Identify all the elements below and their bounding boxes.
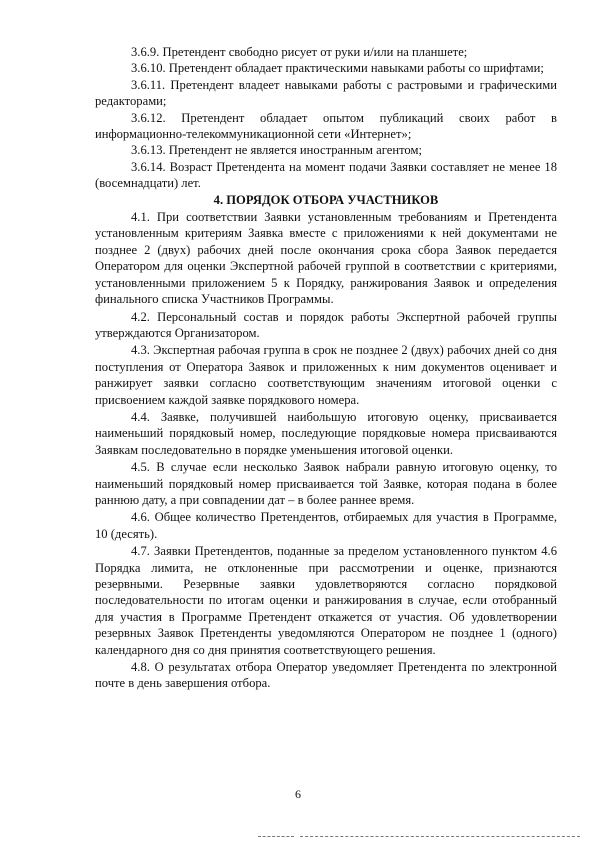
document-page <box>95 44 557 692</box>
item-3-6-10: 3.6.10. Претендент обладает практическими навыками работы со шрифтами; <box>131 61 544 76</box>
footer-rule-left <box>258 836 294 837</box>
item-4-4: 4.4. Заявке, получившей наибольшую итоговую оценку, присваивается наименьший порядковый номер, последующие порядковые номера присваиваются Заявкам последовательно в порядке уменьшения итоговой оценки. <box>95 409 557 457</box>
section-heading: 4. ПОРЯДОК ОТБОРА УЧАСТНИКОВ <box>213 192 439 207</box>
item-4-6: 4.6. Общее количество Претендентов, отбираемых для участия в Программе, 10 (десять). <box>95 510 557 541</box>
item-4-7: 4.7. Заявки Претендентов, поданные за пределом установленного пунктом 4.6 Порядка лимита, не отклоненные при рассмотрении и оценке, признаются резервными. Резервные заявки удовлетворяются согласно порядковой последовательности по итогам оценки и ранжирования в случае, если отобранный для участия в Программе Претендент откажется от участия. Об удовлетворении резервных Заявок Претенденты уведомляются Оператором не позднее 1 (одного) календарного дня со дня принятия соответствующего решения. <box>95 544 557 657</box>
item-3-6-12: 3.6.12. Претендент обладает опытом публикаций своих работ в информационно-телекоммуникационной сети «Интернет»; <box>95 110 557 142</box>
item-4-8: 4.8. О результатах отбора Оператор уведомляет Претендента по электронной почте в день завершения отбора. <box>95 660 557 691</box>
item-3-6-13: 3.6.13. Претендент не является иностранным агентом; <box>131 143 422 158</box>
item-4-3: 4.3. Экспертная рабочая группа в срок не позднее 2 (двух) рабочих дней со дня поступления от Оператора Заявок и приложенных к ним документов оценивает и ранжирует заявки согласно соответствующим значениям итоговой оценки с присвоением каждой заявке порядкового номера. <box>95 343 557 407</box>
item-4-5: 4.5. В случае если несколько Заявок набрали равную итоговую оценку, то наименьший порядковый номер присваивается той Заявке, которая подана в более раннюю дату, а при совпадении дат – в более раннее время. <box>95 460 557 507</box>
item-3-6-9: 3.6.9. Претендент свободно рисует от руки и/или на планшете; <box>131 45 468 59</box>
item-3-6-11: 3.6.11. Претендент владеет навыками работы с растровыми и графическими редакторами; <box>95 77 557 109</box>
footer-rule <box>300 836 580 837</box>
item-3-6-14: 3.6.14. Возраст Претендента на момент подачи Заявки составляет не менее 18 (восемнадцати) лет. <box>95 159 557 191</box>
item-4-2: 4.2. Персональный состав и порядок работы Экспертной рабочей группы утверждаются Организатором. <box>95 309 557 340</box>
page-number: 6 <box>295 787 301 801</box>
item-4-1: 4.1. При соответствии Заявки установленным требованиям и Претендента установленным критериям Заявка вместе с приложениями к ней документами не позднее 2 (двух) рабочих дней после окончания срока сбора Заявок передается Оператором для оценки Экспертной рабочей группой в соответствии с критериями, установленными приложением 5 к Порядку, ранжирования Заявок и определения финального списка Участников Программы. <box>95 210 557 307</box>
